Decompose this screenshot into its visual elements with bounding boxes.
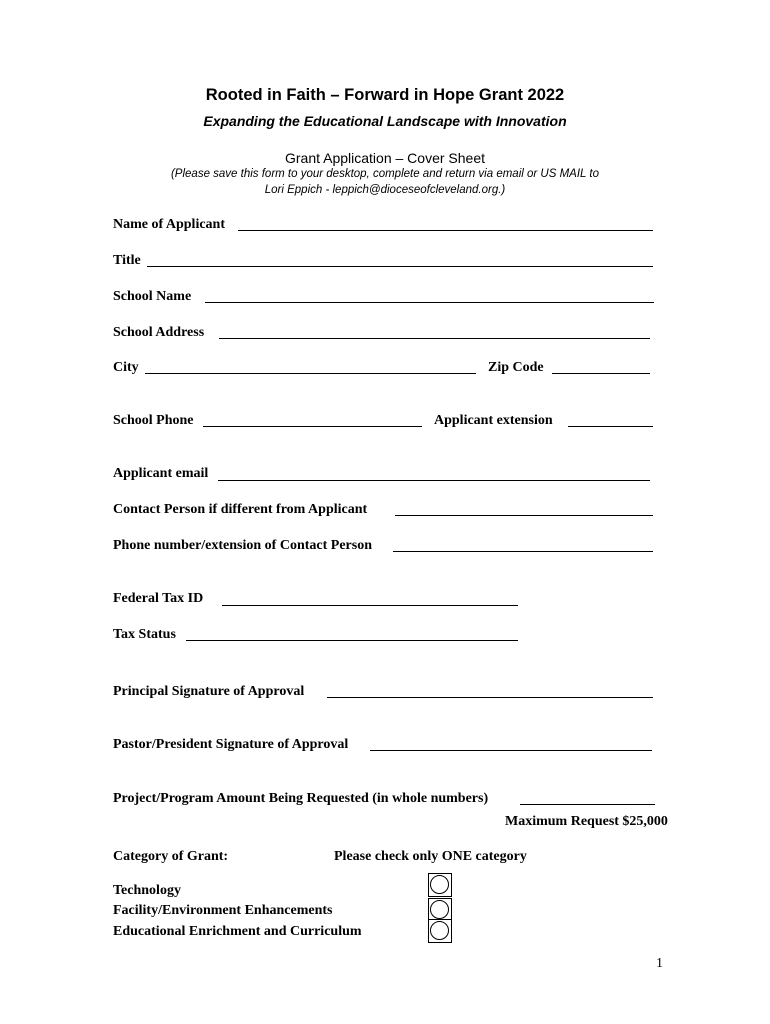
category-option-technology-checkbox[interactable] (428, 873, 452, 897)
title-field[interactable] (147, 266, 653, 267)
category-label: Category of Grant: (113, 849, 229, 864)
principal-signature-label: Principal Signature of Approval (113, 684, 305, 699)
contact-phone-field[interactable] (393, 551, 653, 552)
applicant-email-field[interactable] (218, 480, 650, 481)
applicant-extension-field[interactable] (568, 426, 653, 427)
title-label: Title (113, 253, 141, 268)
federal-tax-id-label: Federal Tax ID (113, 591, 204, 606)
school-phone-field[interactable] (203, 426, 422, 427)
school-name-field[interactable] (205, 302, 654, 303)
federal-tax-id-field[interactable] (222, 605, 518, 606)
form-title: Rooted in Faith – Forward in Hope Grant 2022 (205, 86, 565, 104)
pastor-signature-label: Pastor/President Signature of Approval (113, 737, 349, 752)
principal-signature-field[interactable] (327, 697, 653, 698)
school-address-field[interactable] (219, 338, 650, 339)
category-option-technology-label: Technology (113, 883, 181, 898)
pastor-signature-field[interactable] (370, 750, 652, 751)
zip-code-field[interactable] (552, 373, 650, 374)
instructions-line-1: (Please save this form to your desktop, complete and return via email or US MAIL to (170, 168, 600, 180)
applicant-email-label: Applicant email (113, 466, 209, 481)
category-instruction: Please check only ONE category (334, 849, 527, 864)
school-name-label: School Name (113, 289, 192, 304)
contact-phone-label: Phone number/extension of Contact Person (113, 538, 372, 553)
zip-code-label: Zip Code (488, 360, 544, 375)
tax-status-field[interactable] (186, 640, 518, 641)
city-field[interactable] (145, 373, 476, 374)
contact-person-label: Contact Person if different from Applicant (113, 502, 368, 517)
category-option-facility-label: Facility/Environment Enhancements (113, 903, 333, 918)
cover-sheet-heading: Grant Application – Cover Sheet (284, 150, 485, 166)
contact-person-field[interactable] (395, 515, 653, 516)
form-subtitle: Expanding the Educational Landscape with Innovation (203, 113, 567, 129)
amount-requested-field[interactable] (520, 804, 655, 805)
school-address-label: School Address (113, 325, 205, 340)
tax-status-label: Tax Status (113, 627, 176, 642)
applicant-name-label: Name of Applicant (113, 217, 225, 232)
category-option-educational-label: Educational Enrichment and Curriculum (113, 924, 362, 939)
amount-requested-label: Project/Program Amount Being Requested (in whole numbers) (113, 791, 489, 806)
page-number: 1 (656, 956, 663, 971)
instructions-line-2: Lori Eppich - leppich@dioceseofcleveland.org.) (264, 184, 506, 196)
school-phone-label: School Phone (113, 413, 194, 428)
city-label: City (113, 360, 139, 375)
applicant-extension-label: Applicant extension (434, 413, 553, 428)
category-option-educational-checkbox[interactable] (428, 919, 452, 943)
maximum-request-note: Maximum Request $25,000 (505, 814, 668, 829)
applicant-name-field[interactable] (238, 230, 653, 231)
